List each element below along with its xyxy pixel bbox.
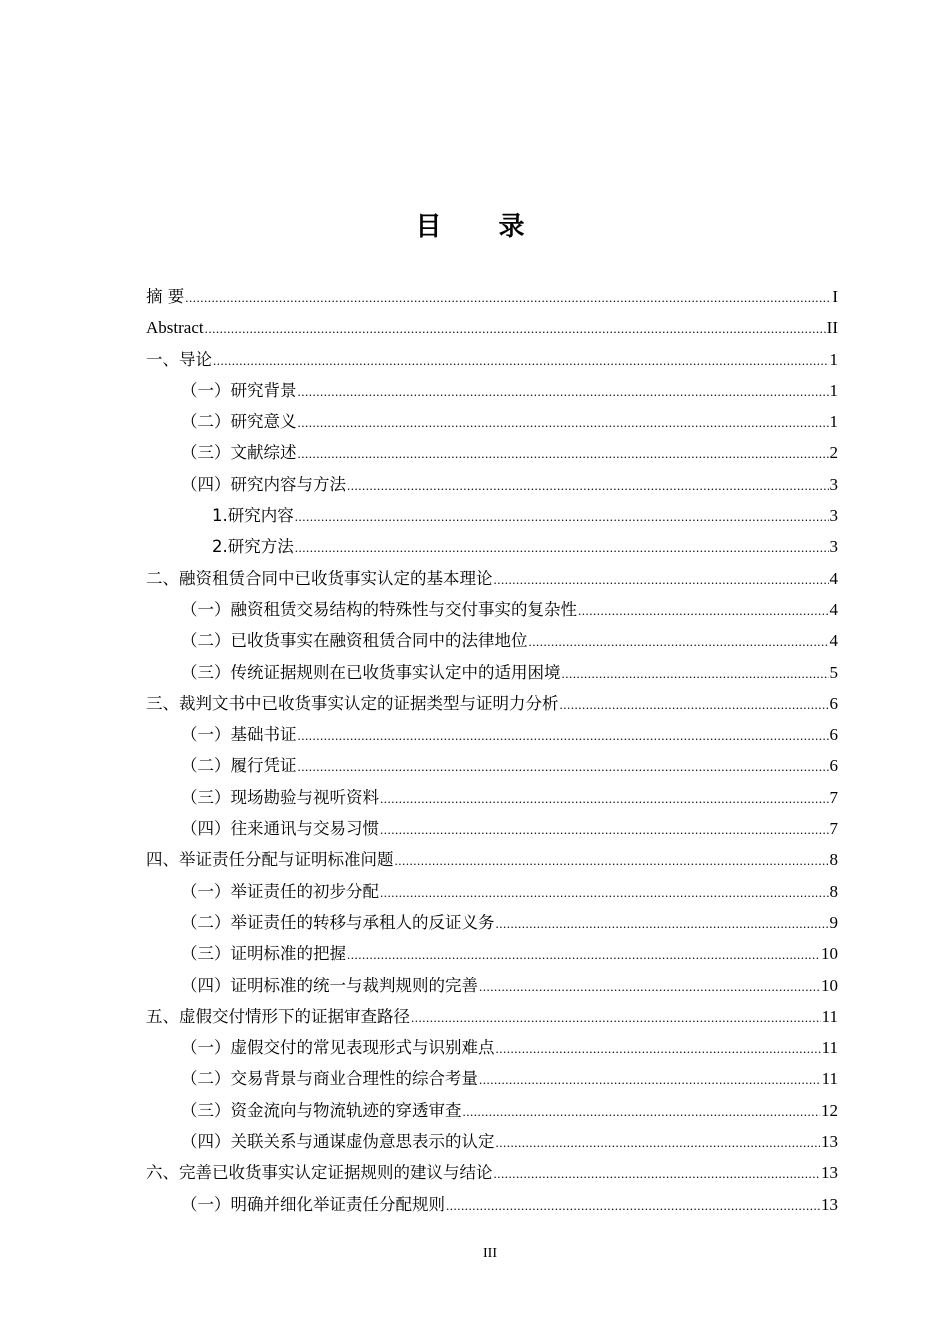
toc-entry-page: 11 bbox=[821, 1038, 838, 1058]
toc-dot-leader bbox=[496, 908, 829, 939]
toc-dot-leader bbox=[213, 345, 829, 376]
toc-entry-title: （四）关联关系与通谋虚伪意思表示的认定 bbox=[181, 1132, 495, 1152]
toc-entry[interactable] bbox=[146, 1126, 838, 1157]
toc-entry-title: （三）文献综述 bbox=[181, 443, 297, 463]
toc-dot-leader bbox=[347, 470, 829, 501]
toc-dot-leader bbox=[446, 1190, 820, 1221]
toc-entry-page: I bbox=[832, 287, 838, 306]
toc-dot-leader bbox=[298, 376, 829, 407]
toc-entry[interactable] bbox=[146, 876, 838, 907]
toc-entry-page: 10 bbox=[821, 944, 838, 964]
toc-entry[interactable] bbox=[146, 688, 838, 719]
toc-entry-title: （二）已收货事实在融资租赁合同中的法律地位 bbox=[181, 631, 528, 651]
toc-entry-title: （四）研究内容与方法 bbox=[181, 474, 346, 494]
toc-entry[interactable] bbox=[146, 500, 838, 531]
toc-dot-leader bbox=[494, 564, 829, 595]
toc-entry-page: 11 bbox=[821, 1069, 838, 1089]
toc-entry-title: （一）明确并细化举证责任分配规则 bbox=[181, 1194, 445, 1214]
toc-entry-title: 摘 要 bbox=[146, 287, 185, 306]
toc-dot-leader bbox=[479, 1064, 821, 1095]
toc-entry[interactable] bbox=[146, 1063, 838, 1094]
toc-dot-leader bbox=[411, 1002, 821, 1033]
toc-entry-title: （二）履行凭证 bbox=[181, 756, 297, 776]
toc-entry-page: 4 bbox=[829, 631, 838, 651]
toc-entry-title: Abstract bbox=[146, 318, 204, 338]
toc-entry-title: 1.研究内容 bbox=[212, 506, 294, 526]
toc-entry-title: （一）研究背景 bbox=[181, 380, 297, 400]
toc-dot-leader bbox=[479, 971, 820, 1002]
toc-entry-page: 4 bbox=[829, 599, 838, 619]
toc-entry-page: 2 bbox=[829, 443, 838, 463]
toc-entry[interactable] bbox=[146, 844, 838, 875]
toc-entry-title: （二）举证责任的转移与承租人的反证义务 bbox=[181, 912, 495, 932]
toc-dot-leader bbox=[298, 720, 829, 751]
toc-entry-page: 1 bbox=[829, 380, 838, 400]
toc-dot-leader bbox=[562, 658, 829, 689]
toc-entry-title: （三）资金流向与物流轨迹的穿透审查 bbox=[181, 1100, 462, 1120]
toc-entry[interactable] bbox=[146, 1032, 838, 1063]
toc-entry-title: （二）交易背景与商业合理性的综合考量 bbox=[181, 1069, 478, 1089]
toc-entry-page: 6 bbox=[829, 756, 838, 776]
toc-entry-page: 3 bbox=[829, 537, 838, 557]
toc-entry-title: （一）基础书证 bbox=[181, 725, 297, 745]
toc-entry[interactable] bbox=[146, 782, 838, 813]
toc-entry-title: （三）证明标准的把握 bbox=[181, 944, 346, 964]
toc-entry-title: 四、举证责任分配与证明标准问题 bbox=[146, 850, 394, 870]
toc-entry-page: 1 bbox=[829, 412, 838, 432]
toc-entry[interactable] bbox=[146, 281, 838, 312]
toc-dot-leader bbox=[295, 501, 829, 532]
toc-entry-page: 3 bbox=[829, 474, 838, 494]
toc-entry[interactable] bbox=[146, 1157, 838, 1188]
toc-entry-title: 六、完善已收货事实认定证据规则的建议与结论 bbox=[146, 1163, 493, 1183]
toc-entry[interactable] bbox=[146, 344, 838, 375]
toc-dot-leader bbox=[298, 407, 829, 438]
toc-entry-title: （一）举证责任的初步分配 bbox=[181, 881, 379, 901]
toc-entry-page: 13 bbox=[821, 1163, 838, 1183]
toc-dot-leader bbox=[494, 1158, 821, 1189]
toc-entry[interactable] bbox=[146, 531, 838, 562]
toc-entry-title: 三、裁判文书中已收货事实认定的证据类型与证明力分析 bbox=[146, 693, 559, 713]
toc-entry[interactable] bbox=[146, 594, 838, 625]
toc-entry-page: 4 bbox=[829, 568, 838, 588]
toc-dot-leader bbox=[463, 1096, 821, 1127]
toc-entry-page: 13 bbox=[821, 1132, 838, 1152]
toc-entry[interactable] bbox=[146, 625, 838, 656]
toc-entry[interactable] bbox=[146, 657, 838, 688]
toc-entry[interactable] bbox=[146, 750, 838, 781]
toc-entry[interactable] bbox=[146, 1189, 838, 1220]
toc-entry-title: 2.研究方法 bbox=[212, 537, 294, 557]
toc-entry-page: 9 bbox=[829, 912, 838, 932]
toc-entry[interactable] bbox=[146, 907, 838, 938]
toc-dot-leader bbox=[295, 532, 829, 563]
toc-dot-leader bbox=[298, 438, 829, 469]
toc-dot-leader bbox=[496, 1033, 821, 1064]
toc-dot-leader bbox=[347, 939, 820, 970]
toc-entry-page: 10 bbox=[821, 975, 838, 995]
toc-entry-title: 二、融资租赁合同中已收货事实认定的基本理论 bbox=[146, 568, 493, 588]
toc-dot-leader bbox=[496, 1127, 821, 1158]
toc-dot-leader bbox=[298, 751, 829, 782]
toc-entry-title: （三）传统证据规则在已收货事实认定中的适用困境 bbox=[181, 662, 561, 682]
toc-entry[interactable] bbox=[146, 938, 838, 969]
toc-entry-page: 11 bbox=[821, 1006, 838, 1026]
toc-entry[interactable] bbox=[146, 469, 838, 500]
toc-entry[interactable] bbox=[146, 813, 838, 844]
toc-dot-leader bbox=[560, 689, 829, 720]
toc-entry-page: 8 bbox=[829, 850, 838, 870]
toc-entry-title: 一、导论 bbox=[146, 349, 212, 369]
toc-entry-page: 6 bbox=[829, 693, 838, 713]
toc-entry-title: （一）融资租赁交易结构的特殊性与交付事实的复杂性 bbox=[181, 599, 577, 619]
page-title: 目 录 bbox=[415, 212, 549, 242]
toc-entry-page: 7 bbox=[829, 787, 838, 807]
toc-entry[interactable] bbox=[146, 1095, 838, 1126]
toc-entry[interactable] bbox=[146, 1001, 838, 1032]
toc-dot-leader bbox=[578, 595, 829, 626]
toc-entry-title: （四）证明标准的统一与裁判规则的完善 bbox=[181, 975, 478, 995]
toc-entry[interactable] bbox=[146, 437, 838, 468]
toc-dot-leader bbox=[205, 313, 826, 344]
toc-dot-leader bbox=[395, 845, 829, 876]
toc-entry-page: 1 bbox=[829, 349, 838, 369]
toc-entry-title: （一）虚假交付的常见表现形式与识别难点 bbox=[181, 1038, 495, 1058]
toc-entry[interactable] bbox=[146, 563, 838, 594]
toc-entry[interactable] bbox=[146, 719, 838, 750]
toc-entry-title: （四）往来通讯与交易习惯 bbox=[181, 819, 379, 839]
toc-dot-leader bbox=[380, 877, 829, 908]
toc-entry-title: 五、虚假交付情形下的证据审查路径 bbox=[146, 1006, 410, 1026]
toc-dot-leader bbox=[380, 783, 829, 814]
toc-entry[interactable] bbox=[146, 970, 838, 1001]
toc-entry[interactable] bbox=[146, 406, 838, 437]
toc-entry[interactable] bbox=[146, 312, 838, 343]
toc-entry-page: 12 bbox=[821, 1100, 838, 1120]
toc-entry-page: 3 bbox=[829, 506, 838, 526]
toc-entry-page: II bbox=[826, 318, 838, 338]
toc-dot-leader bbox=[380, 814, 829, 845]
table-of-contents bbox=[146, 281, 838, 1220]
toc-entry[interactable] bbox=[146, 375, 838, 406]
toc-entry-page: 8 bbox=[829, 881, 838, 901]
toc-dot-leader bbox=[529, 626, 829, 657]
toc-entry-title: （二）研究意义 bbox=[181, 412, 297, 432]
toc-dot-leader bbox=[185, 282, 831, 313]
page-number: III bbox=[483, 1246, 497, 1261]
toc-entry-page: 5 bbox=[829, 662, 838, 682]
toc-entry-page: 6 bbox=[829, 725, 838, 745]
toc-entry-page: 13 bbox=[821, 1194, 838, 1214]
toc-entry-title: （三）现场勘验与视听资料 bbox=[181, 787, 379, 807]
toc-entry-page: 7 bbox=[829, 819, 838, 839]
